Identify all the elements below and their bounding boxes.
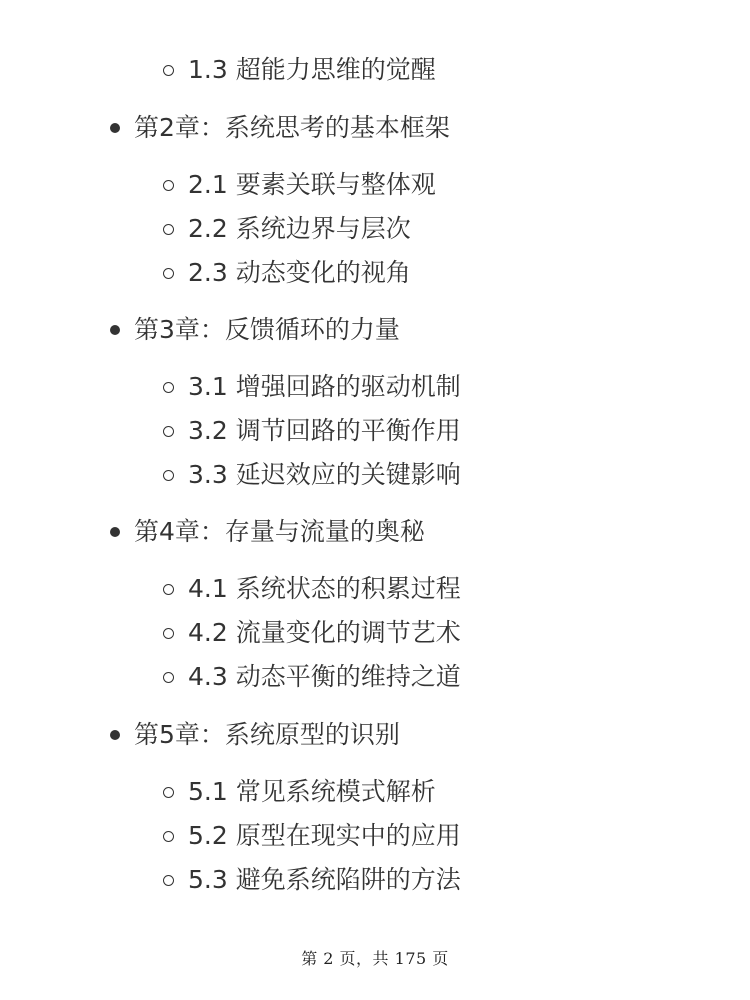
toc-item-section [0,569,461,609]
toc-item-label: 5.3 避免系统陷阱的方法 [188,865,461,894]
toc-item-label: 2.2 系统边界与层次 [188,214,411,243]
hollow-bullet-icon [163,831,174,842]
toc-item-label: 4.1 系统状态的积累过程 [188,574,461,603]
toc-item-section [0,209,411,249]
filled-bullet-icon [110,325,120,335]
toc-item-section [0,816,461,856]
toc-item-label: 1.3 超能力思维的觉醒 [188,55,436,84]
toc-item-section [0,411,461,451]
hollow-bullet-icon [163,382,174,393]
hollow-bullet-icon [163,628,174,639]
toc-item-label: 4.3 动态平衡的维持之道 [188,662,461,691]
hollow-bullet-icon [163,426,174,437]
toc-item-label: 2.3 动态变化的视角 [188,258,411,287]
hollow-bullet-icon [163,268,174,279]
toc-item-label: 5.2 原型在现实中的应用 [188,821,461,850]
toc-item-label: 第2章：系统思考的基本框架 [134,113,450,142]
hollow-bullet-icon [163,787,174,798]
toc-item-label: 3.2 调节回路的平衡作用 [188,416,461,445]
toc-item-label: 3.3 延迟效应的关键影响 [188,460,461,489]
toc-item-chapter [0,715,400,755]
hollow-bullet-icon [163,180,174,191]
hollow-bullet-icon [163,470,174,481]
toc-item-chapter [0,108,450,148]
hollow-bullet-icon [163,672,174,683]
page-number-footer: 第 2 页，共 175 页 [301,949,449,968]
toc-item-section [0,367,461,407]
toc-item-label: 第3章：反馈循环的力量 [134,315,400,344]
toc-item-section [0,455,461,495]
toc-item-label: 4.2 流量变化的调节艺术 [188,618,461,647]
toc-item-label: 2.1 要素关联与整体观 [188,170,436,199]
filled-bullet-icon [110,730,120,740]
hollow-bullet-icon [163,224,174,235]
toc-item-section [0,860,461,900]
filled-bullet-icon [110,527,120,537]
hollow-bullet-icon [163,875,174,886]
toc-item-label: 5.1 常见系统模式解析 [188,777,436,806]
toc-item-section [0,165,436,205]
toc-item-section [0,253,411,293]
toc-item-label: 第4章：存量与流量的奥秘 [134,517,425,546]
toc-item-section [0,657,461,697]
toc-item-label: 3.1 增强回路的驱动机制 [188,372,461,401]
toc-item-section [0,772,436,812]
filled-bullet-icon [110,123,120,133]
toc-item-chapter [0,512,425,552]
toc-item-chapter [0,310,400,350]
hollow-bullet-icon [163,65,174,76]
toc-item-label: 第5章：系统原型的识别 [134,720,400,749]
toc-item-section [0,613,461,653]
hollow-bullet-icon [163,584,174,595]
toc-item-section [0,50,436,90]
